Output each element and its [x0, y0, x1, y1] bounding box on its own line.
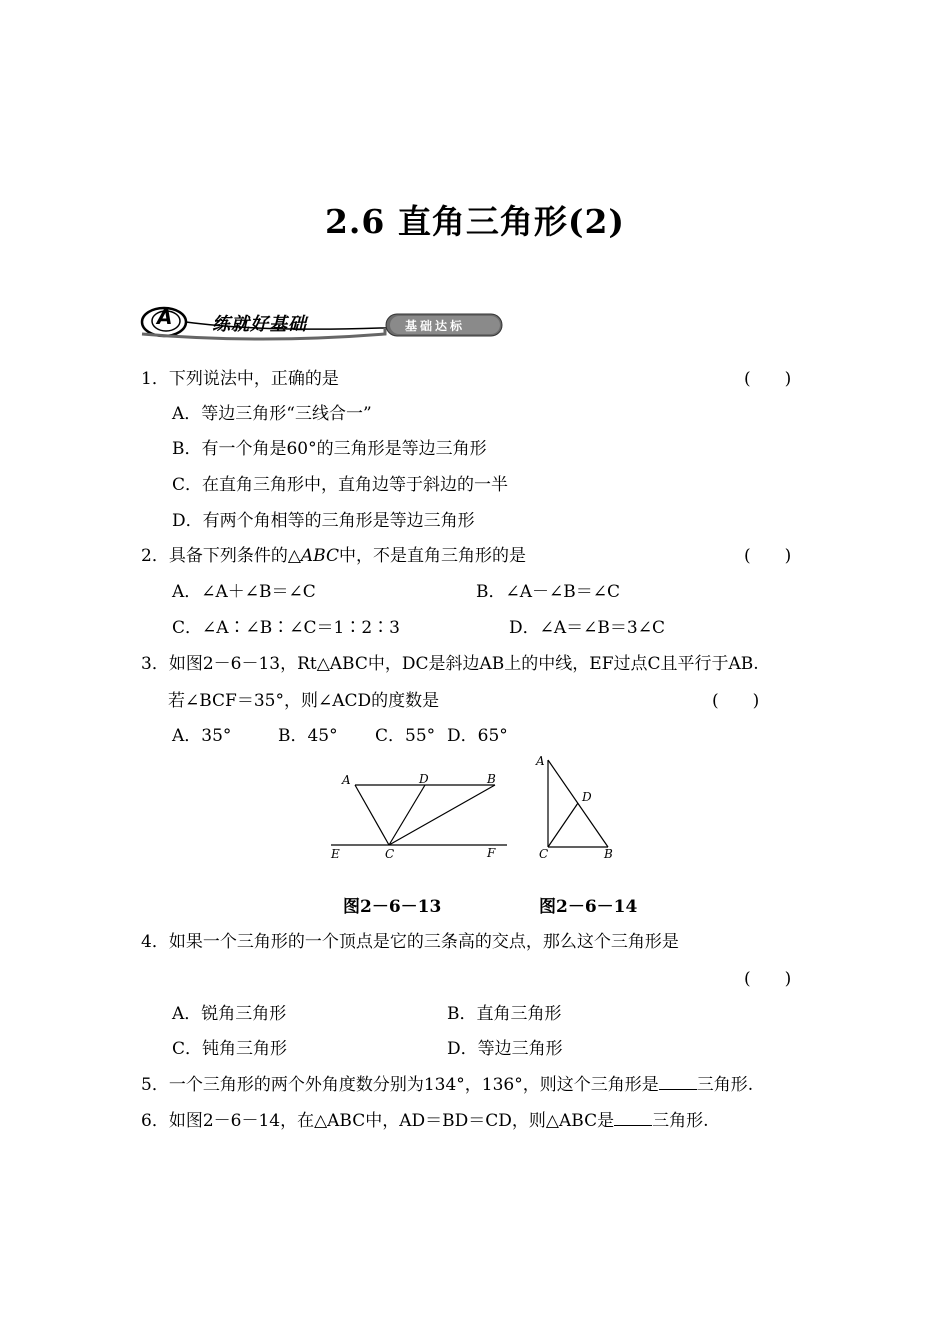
- q2-answer-paren: ( ): [744, 546, 792, 566]
- q6-line: [141, 1106, 708, 1131]
- fig13-label-e: E: [331, 847, 340, 861]
- q1-option-c: C．在直角三角形中，直角边等于斜边的一半: [172, 475, 509, 495]
- fig14-line-cd: [548, 803, 578, 847]
- q2-stem: [141, 541, 526, 566]
- figure-2-6-14: [530, 750, 630, 865]
- q4-option-a: A．锐角三角形: [172, 1004, 287, 1024]
- q2-option-a: A．∠A＋∠B＝∠C: [172, 582, 316, 602]
- q2-stem-pre: 2．具备下列条件的△: [141, 546, 301, 566]
- q3-line2: 若∠BCF＝35°，则∠ACD的度数是: [168, 691, 440, 711]
- q3-option-d: D．65°: [447, 726, 508, 746]
- fig14-label-d: D: [582, 790, 592, 804]
- fig13-label-d: D: [419, 772, 429, 786]
- q1-stem: 1．下列说法中，正确的是: [141, 369, 339, 389]
- fig13-label-b: B: [487, 772, 496, 786]
- q5-answer-blank[interactable]: [659, 1074, 697, 1090]
- fig14-caption: 图2－6－14: [539, 897, 638, 917]
- q2-option-b: B．∠A－∠B＝∠C: [476, 582, 621, 602]
- q1-answer-paren: ( ): [744, 369, 792, 389]
- q4-stem: 4．如果一个三角形的一个顶点是它的三条高的交点，那么这个三角形是: [141, 932, 679, 952]
- fig14-label-b: B: [604, 847, 613, 861]
- q5-text-pre: 5．一个三角形的两个外角度数分别为134°，136°，则这个三角形是: [141, 1075, 659, 1095]
- q4-option-c: C．钝角三角形: [172, 1039, 288, 1059]
- q3-option-b: B．45°: [278, 726, 338, 746]
- fig13-line-ac: [355, 785, 389, 845]
- q3-option-a: A．35°: [172, 726, 232, 746]
- q3-line1: 3．如图2－6－13，Rt△ABC中，DC是斜边AB上的中线，EF过点C且平行于AB.: [141, 654, 759, 674]
- section-heading: 练就好基础: [212, 314, 307, 335]
- q5-text-post: 三角形.: [696, 1075, 754, 1095]
- figure-2-6-13: [325, 765, 515, 865]
- page-title: 2.6 直角三角形(2): [324, 202, 626, 241]
- fig13-label-a: A: [342, 773, 351, 787]
- q4-answer-paren: ( ): [744, 969, 792, 989]
- q6-text-pre: 6．如图2－6－14，在△ABC中，AD＝BD＝CD，则△ABC是: [141, 1111, 615, 1131]
- section-tag: 基础达标: [405, 319, 466, 333]
- fig13-line-bc: [389, 785, 495, 845]
- q1-option-d: D．有两个角相等的三角形是等边三角形: [172, 511, 475, 531]
- fig14-label-a: A: [536, 754, 545, 768]
- section-badge-letter: A: [157, 305, 173, 329]
- fig14-label-c: C: [539, 847, 549, 861]
- q1-option-a: A．等边三角形“三线合一”: [172, 404, 372, 424]
- fig13-caption: 图2－6－13: [343, 897, 442, 917]
- q2-stem-abc: ABC: [300, 546, 339, 566]
- q6-text-post: 三角形.: [652, 1111, 709, 1131]
- q4-option-b: B．直角三角形: [447, 1004, 562, 1024]
- q3-answer-paren: ( ): [712, 691, 760, 711]
- fig13-line-dc: [389, 785, 425, 845]
- fig13-label-c: C: [385, 847, 395, 861]
- q5-line: [141, 1070, 753, 1095]
- q6-answer-blank[interactable]: [614, 1110, 652, 1126]
- q2-option-d: D．∠A＝∠B＝3∠C: [509, 618, 665, 638]
- fig13-label-f: F: [487, 846, 496, 860]
- q4-option-d: D．等边三角形: [447, 1039, 563, 1059]
- q1-option-b: B．有一个角是60°的三角形是等边三角形: [172, 439, 487, 459]
- q2-option-c: C．∠A∶∠B∶∠C＝1∶2∶3: [172, 618, 400, 638]
- q2-stem-post: 中，不是直角三角形的是: [338, 546, 526, 566]
- q3-option-c: C．55°: [375, 726, 436, 746]
